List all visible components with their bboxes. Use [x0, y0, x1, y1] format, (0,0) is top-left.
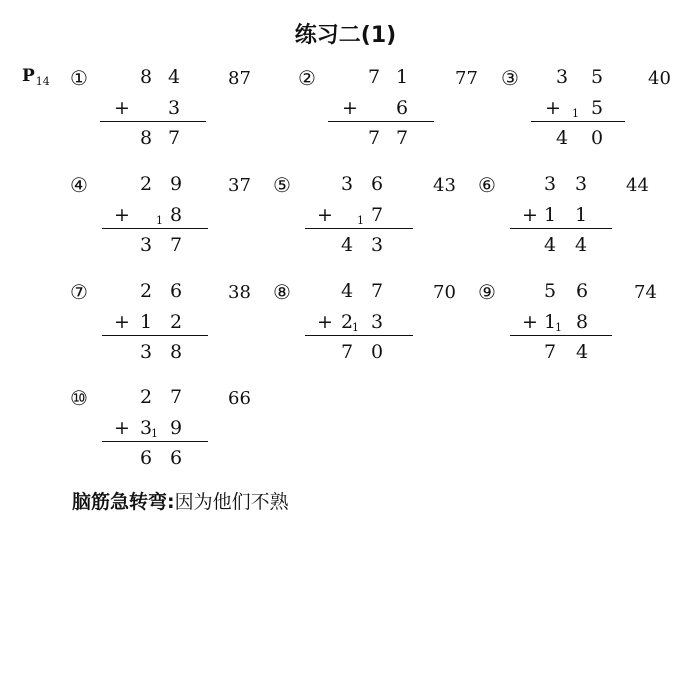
problem-number: ② — [298, 66, 316, 90]
page-title: 练习二(1) — [294, 23, 397, 48]
sum-line — [100, 121, 206, 122]
top-ones-digit: 5 — [590, 66, 604, 88]
bottom-ones-digit: 6 — [395, 97, 409, 119]
bottom-tens-digit: 1 — [543, 204, 557, 226]
plus-sign: + — [114, 97, 130, 119]
plus-sign: + — [114, 204, 130, 226]
answer-value: 37 — [228, 175, 251, 196]
result-ones-digit: 6 — [169, 447, 183, 469]
problem-10 — [70, 386, 290, 472]
bottom-ones-digit: 3 — [370, 311, 384, 333]
top-tens-digit: 2 — [139, 386, 153, 408]
problem-7 — [70, 280, 290, 366]
carry-digit: 1 — [151, 427, 158, 440]
bottom-tens-digit: 2 — [340, 311, 354, 333]
problem-6 — [478, 173, 691, 259]
problem-2 — [298, 66, 518, 152]
bottom-ones-digit: 5 — [590, 97, 604, 119]
bottom-ones-digit: 9 — [169, 417, 183, 439]
result-ones-digit: 8 — [169, 341, 183, 363]
answer-value: 44 — [626, 175, 649, 196]
answer-value: 40 — [648, 68, 671, 89]
answer-value: 43 — [433, 175, 456, 196]
top-ones-digit: 9 — [169, 173, 183, 195]
page-reference-number: 14 — [35, 75, 50, 88]
sum-line — [102, 441, 208, 442]
problem-number: ⑩ — [70, 386, 88, 410]
sum-line — [305, 335, 413, 336]
bottom-tens-digit: 1 — [543, 311, 557, 333]
sum-line — [102, 228, 208, 229]
answer-value: 66 — [228, 388, 251, 409]
problem-5 — [273, 173, 493, 259]
plus-sign: + — [114, 311, 130, 333]
sum-line — [328, 121, 434, 122]
plus-sign: + — [317, 204, 333, 226]
result-ones-digit: 3 — [370, 234, 384, 256]
plus-sign: + — [522, 204, 538, 226]
sum-line — [531, 121, 625, 122]
problem-1 — [70, 66, 290, 152]
problem-number: ⑨ — [478, 280, 496, 304]
bottom-ones-digit: 2 — [169, 311, 183, 333]
bottom-ones-digit: 7 — [370, 204, 384, 226]
riddle-answer: 因为他们不熟 — [174, 491, 289, 513]
answer-value: 38 — [228, 282, 251, 303]
problem-number: ④ — [70, 173, 88, 197]
answer-value: 77 — [455, 68, 478, 89]
plus-sign: + — [114, 417, 130, 439]
top-tens-digit: 3 — [340, 173, 354, 195]
problem-8 — [273, 280, 493, 366]
carry-digit: 1 — [352, 321, 359, 334]
answer-value: 70 — [433, 282, 456, 303]
problem-number: ⑥ — [478, 173, 496, 197]
answer-value: 87 — [228, 68, 251, 89]
result-tens-digit: 4 — [543, 234, 557, 256]
top-ones-digit: 4 — [167, 66, 181, 88]
carry-digit: 1 — [156, 214, 163, 227]
page-reference — [22, 66, 50, 88]
sum-line — [510, 228, 612, 229]
result-ones-digit: 4 — [574, 234, 588, 256]
bottom-ones-digit: 1 — [574, 204, 588, 226]
problem-4 — [70, 173, 290, 259]
result-ones-digit: 0 — [370, 341, 384, 363]
result-tens-digit: 8 — [139, 127, 153, 149]
carry-digit: 1 — [572, 107, 579, 120]
top-tens-digit: 4 — [340, 280, 354, 302]
page-reference-letter: P — [22, 66, 35, 86]
result-tens-digit: 7 — [340, 341, 354, 363]
top-tens-digit: 2 — [139, 173, 153, 195]
top-ones-digit: 3 — [574, 173, 588, 195]
top-tens-digit: 3 — [543, 173, 557, 195]
result-tens-digit: 7 — [367, 127, 381, 149]
result-tens-digit: 3 — [139, 234, 153, 256]
bottom-tens-digit: 1 — [139, 311, 153, 333]
riddle-question: 脑筋急转弯: — [72, 491, 175, 513]
sum-line — [510, 335, 612, 336]
result-ones-digit: 7 — [395, 127, 409, 149]
problem-number: ⑧ — [273, 280, 291, 304]
plus-sign: + — [342, 97, 358, 119]
sum-line — [102, 335, 208, 336]
plus-sign: + — [317, 311, 333, 333]
top-tens-digit: 2 — [139, 280, 153, 302]
problem-9 — [478, 280, 691, 366]
result-ones-digit: 0 — [590, 127, 604, 149]
plus-sign: + — [545, 97, 561, 119]
bottom-ones-digit: 8 — [575, 311, 589, 333]
top-tens-digit: 3 — [555, 66, 569, 88]
answer-value: 74 — [634, 282, 657, 303]
problem-number: ⑤ — [273, 173, 291, 197]
top-ones-digit: 6 — [370, 173, 384, 195]
result-tens-digit: 4 — [340, 234, 354, 256]
top-tens-digit: 5 — [543, 280, 557, 302]
problem-number: ⑦ — [70, 280, 88, 304]
top-tens-digit: 8 — [139, 66, 153, 88]
result-tens-digit: 6 — [139, 447, 153, 469]
riddle — [72, 487, 289, 514]
top-ones-digit: 7 — [370, 280, 384, 302]
result-ones-digit: 7 — [169, 234, 183, 256]
top-ones-digit: 6 — [169, 280, 183, 302]
top-tens-digit: 7 — [367, 66, 381, 88]
result-ones-digit: 4 — [575, 341, 589, 363]
top-ones-digit: 7 — [169, 386, 183, 408]
result-tens-digit: 7 — [543, 341, 557, 363]
problem-number: ③ — [501, 66, 519, 90]
bottom-ones-digit: 8 — [169, 204, 183, 226]
problem-3 — [501, 66, 691, 152]
bottom-ones-digit: 3 — [167, 97, 181, 119]
carry-digit: 1 — [555, 321, 562, 334]
result-ones-digit: 7 — [167, 127, 181, 149]
result-tens-digit: 3 — [139, 341, 153, 363]
bottom-tens-digit: 3 — [139, 417, 153, 439]
carry-digit: 1 — [357, 214, 364, 227]
sum-line — [305, 228, 413, 229]
top-ones-digit: 6 — [575, 280, 589, 302]
result-tens-digit: 4 — [555, 127, 569, 149]
plus-sign: + — [522, 311, 538, 333]
problem-number: ① — [70, 66, 88, 90]
top-ones-digit: 1 — [395, 66, 409, 88]
